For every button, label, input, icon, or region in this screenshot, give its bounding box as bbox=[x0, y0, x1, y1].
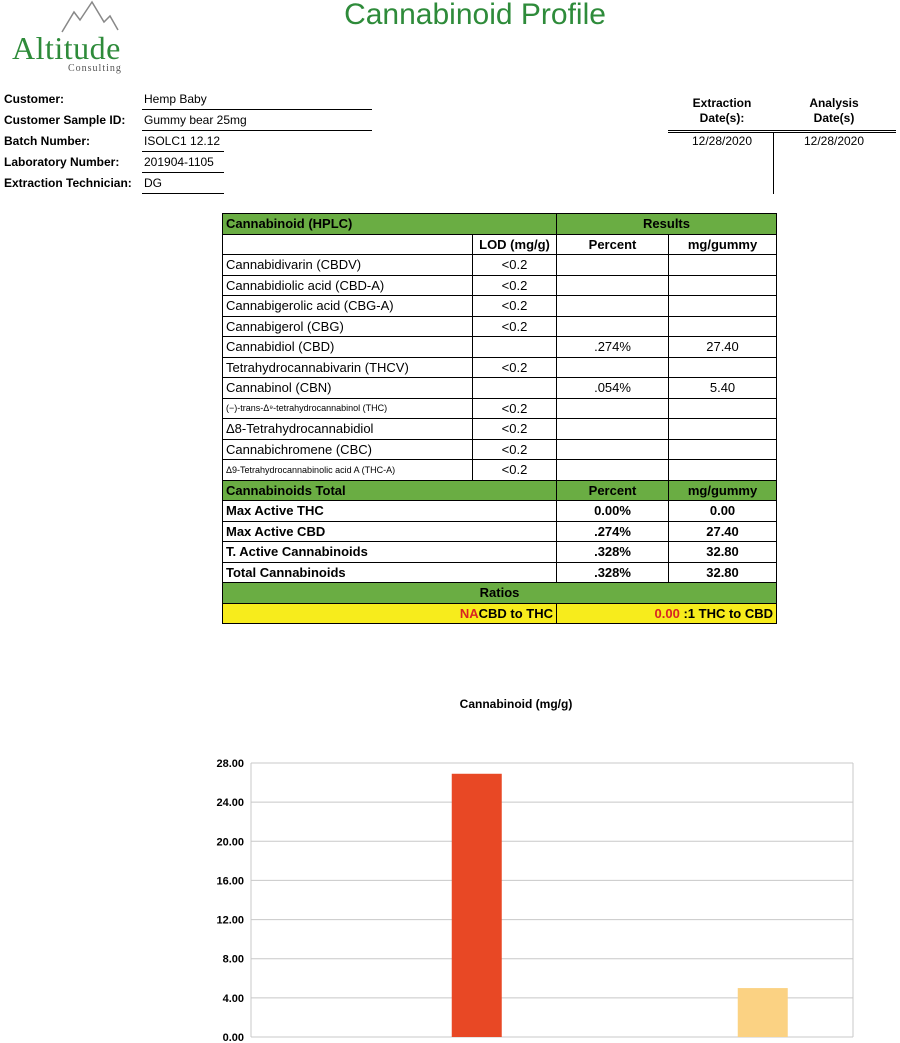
ratios-row bbox=[223, 603, 777, 624]
totals-header-row bbox=[223, 480, 777, 501]
cannabinoid-name-cell: Cannabigerol (CBG) bbox=[223, 316, 473, 337]
y-tick-label: 20.00 bbox=[216, 836, 244, 849]
extraction-header-line-2: Date(s): bbox=[699, 111, 745, 125]
percent-cell bbox=[557, 460, 669, 481]
sample-id-label: Customer Sample ID: bbox=[4, 113, 126, 127]
y-tick-label: 28.00 bbox=[216, 758, 244, 770]
totals-name-cell: Max Active THC bbox=[223, 501, 557, 522]
mg-column-header: mg/gummy bbox=[669, 234, 777, 255]
thc-to-cbd-ratio bbox=[557, 603, 777, 624]
customer-value: Hemp Baby bbox=[142, 92, 372, 110]
thc-to-cbd-label: :1 THC to CBD bbox=[683, 605, 774, 621]
extraction-date-value: 12/28/2020 bbox=[691, 134, 753, 148]
totals-mg-cell: 27.40 bbox=[669, 521, 777, 542]
cannabinoid-name-cell: Cannabinol (CBN) bbox=[223, 378, 473, 399]
totals-mg-cell: 32.80 bbox=[669, 562, 777, 583]
mg-cell bbox=[669, 398, 777, 419]
table-row bbox=[223, 439, 777, 460]
lod-cell bbox=[473, 337, 557, 358]
chart-bar bbox=[452, 774, 502, 1037]
cannabinoid-bar-chart bbox=[0, 740, 900, 1043]
cbd-to-thc-ratio bbox=[223, 603, 557, 624]
table-row bbox=[223, 460, 777, 481]
cannabinoid-name-cell: Cannabidiol (CBD) bbox=[223, 337, 473, 358]
cannabinoid-name-cell: Cannabidivarin (CBDV) bbox=[223, 255, 473, 276]
totals-row bbox=[223, 501, 777, 522]
mg-cell bbox=[669, 255, 777, 276]
mg-cell bbox=[669, 439, 777, 460]
table-row bbox=[223, 316, 777, 337]
mg-cell bbox=[669, 357, 777, 378]
y-tick-label: 8.00 bbox=[222, 953, 244, 966]
lod-cell: <0.2 bbox=[473, 296, 557, 317]
percent-cell: .054% bbox=[557, 378, 669, 399]
y-tick-label: 16.00 bbox=[216, 875, 244, 888]
table-row bbox=[223, 337, 777, 358]
mg-cell: 27.40 bbox=[669, 337, 777, 358]
dates-block bbox=[668, 96, 898, 196]
y-tick-label: 0.00 bbox=[222, 1032, 244, 1043]
thc-to-cbd-value: 0.00 bbox=[654, 605, 680, 621]
mg-cell bbox=[669, 460, 777, 481]
results-column-header: Results bbox=[557, 214, 777, 235]
mg-cell bbox=[669, 275, 777, 296]
table-row bbox=[223, 296, 777, 317]
ratios-header: Ratios bbox=[223, 583, 777, 604]
cannabinoid-results-table bbox=[222, 213, 777, 624]
cannabinoid-name-cell: Cannabichromene (CBC) bbox=[223, 439, 473, 460]
percent-cell bbox=[557, 419, 669, 440]
cannabinoid-name-cell: (−)-trans-Δ⁹-tetrahydrocannabinol (THC) bbox=[223, 398, 473, 419]
table-row bbox=[223, 255, 777, 276]
totals-percent-cell: .328% bbox=[557, 542, 669, 563]
totals-percent-cell: 0.00% bbox=[557, 501, 669, 522]
lod-cell: <0.2 bbox=[473, 460, 557, 481]
lod-cell: <0.2 bbox=[473, 398, 557, 419]
percent-cell bbox=[557, 357, 669, 378]
dates-divider bbox=[668, 130, 896, 133]
totals-mg-cell: 0.00 bbox=[669, 501, 777, 522]
totals-percent-header: Percent bbox=[557, 480, 669, 501]
totals-row bbox=[223, 562, 777, 583]
logo-subtitle: Consulting bbox=[68, 63, 122, 74]
totals-name-cell: T. Active Cannabinoids bbox=[223, 542, 557, 563]
totals-mg-cell: 32.80 bbox=[669, 542, 777, 563]
analysis-header-line-2: Date(s) bbox=[813, 111, 855, 125]
cannabinoid-name-cell: Cannabidiolic acid (CBD-A) bbox=[223, 275, 473, 296]
lod-cell: <0.2 bbox=[473, 275, 557, 296]
analysis-date-header bbox=[780, 96, 888, 126]
totals-row bbox=[223, 521, 777, 542]
cbd-to-thc-value: NA bbox=[459, 605, 479, 621]
mg-cell bbox=[669, 419, 777, 440]
ratios-header-row bbox=[223, 583, 777, 604]
mg-cell: 5.40 bbox=[669, 378, 777, 399]
lod-cell: <0.2 bbox=[473, 357, 557, 378]
sample-id-value: Gummy bear 25mg bbox=[142, 113, 372, 131]
cannabinoid-name-cell: Δ9-Tetrahydrocannabinolic acid A (THC-A) bbox=[223, 460, 473, 481]
y-tick-label: 12.00 bbox=[216, 914, 244, 927]
mg-cell bbox=[669, 316, 777, 337]
cannabinoid-name-cell: Δ8-Tetrahydrocannabidiol bbox=[223, 419, 473, 440]
customer-label: Customer: bbox=[4, 92, 65, 106]
percent-cell bbox=[557, 255, 669, 276]
lab-number-value: 201904-1105 bbox=[142, 155, 224, 173]
totals-name-cell: Total Cannabinoids bbox=[223, 562, 557, 583]
percent-cell: .274% bbox=[557, 337, 669, 358]
blank-header-cell bbox=[223, 234, 473, 255]
cannabinoid-name-cell: Cannabigerolic acid (CBG-A) bbox=[223, 296, 473, 317]
lod-cell: <0.2 bbox=[473, 255, 557, 276]
lab-number-label: Laboratory Number: bbox=[4, 155, 120, 169]
percent-column-header: Percent bbox=[557, 234, 669, 255]
totals-row bbox=[223, 542, 777, 563]
cbd-to-thc-label: CBD to THC bbox=[478, 605, 554, 621]
percent-cell bbox=[557, 439, 669, 460]
totals-header: Cannabinoids Total bbox=[223, 480, 557, 501]
table-row bbox=[223, 398, 777, 419]
extraction-header-line-1: Extraction bbox=[692, 96, 752, 110]
technician-value: DG bbox=[142, 176, 224, 194]
chart-title: Cannabinoid (mg/g) bbox=[459, 697, 573, 711]
cannabinoid-name-cell: Tetrahydrocannabivarin (THCV) bbox=[223, 357, 473, 378]
totals-mg-header: mg/gummy bbox=[669, 480, 777, 501]
percent-cell bbox=[557, 316, 669, 337]
percent-cell bbox=[557, 296, 669, 317]
analysis-date-value: 12/28/2020 bbox=[803, 134, 865, 148]
lod-cell bbox=[473, 378, 557, 399]
totals-name-cell: Max Active CBD bbox=[223, 521, 557, 542]
table-subheader-row bbox=[223, 234, 777, 255]
lod-cell: <0.2 bbox=[473, 419, 557, 440]
percent-cell bbox=[557, 398, 669, 419]
extraction-date-header bbox=[668, 96, 776, 126]
mg-cell bbox=[669, 296, 777, 317]
page-title: Cannabinoid Profile bbox=[344, 0, 606, 31]
totals-percent-cell: .274% bbox=[557, 521, 669, 542]
table-row bbox=[223, 419, 777, 440]
lod-column-header: LOD (mg/g) bbox=[473, 234, 557, 255]
table-row bbox=[223, 378, 777, 399]
percent-cell bbox=[557, 275, 669, 296]
analysis-header-line-1: Analysis bbox=[809, 96, 859, 110]
chart-bar bbox=[738, 988, 788, 1037]
totals-percent-cell: .328% bbox=[557, 562, 669, 583]
batch-value: ISOLC1 12.12 bbox=[142, 134, 224, 152]
y-tick-label: 4.00 bbox=[222, 992, 244, 1005]
table-row bbox=[223, 357, 777, 378]
lod-cell: <0.2 bbox=[473, 316, 557, 337]
logo-wordmark: Altitude bbox=[12, 30, 121, 66]
batch-label: Batch Number: bbox=[4, 134, 91, 148]
cannabinoid-column-header: Cannabinoid (HPLC) bbox=[223, 214, 557, 235]
lod-cell: <0.2 bbox=[473, 439, 557, 460]
table-header-row bbox=[223, 214, 777, 235]
technician-label: Extraction Technician: bbox=[4, 176, 132, 190]
y-tick-label: 24.00 bbox=[216, 797, 244, 810]
table-row bbox=[223, 275, 777, 296]
